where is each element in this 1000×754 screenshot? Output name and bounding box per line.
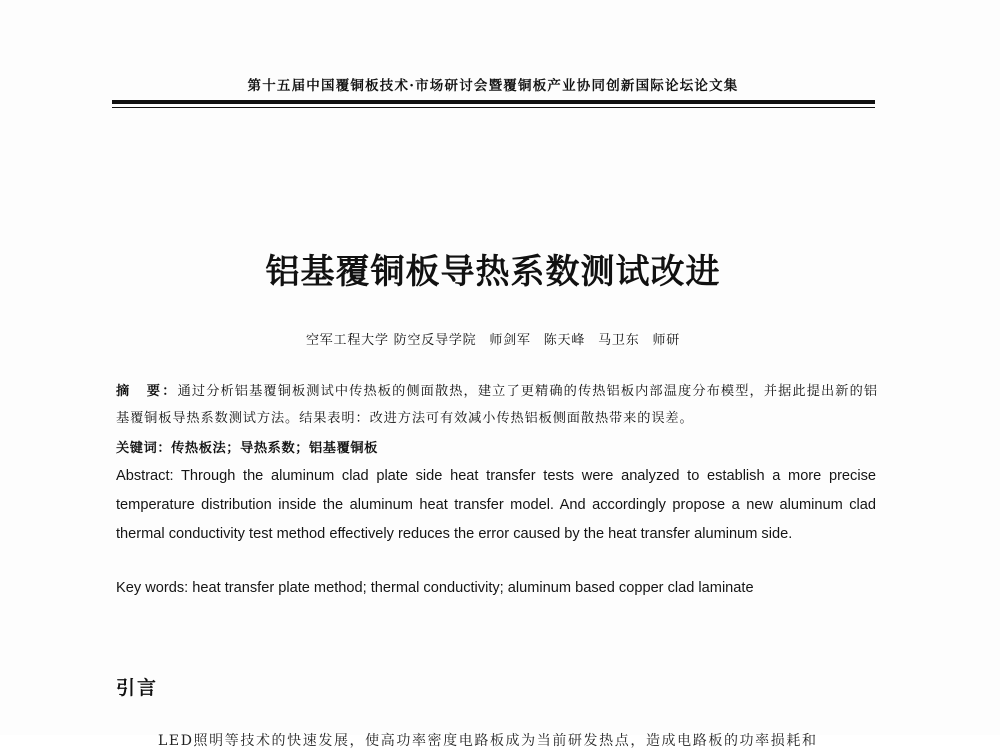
abstract-cn	[116, 378, 878, 432]
header-rule-thick	[112, 100, 875, 104]
body-text-line: LED照明等技术的快速发展，使高功率密度电路板成为当前研发热点，造成电路板的功率损耗和	[158, 733, 818, 749]
header-rule-thin	[112, 107, 875, 108]
section-heading-introduction: 引言	[116, 677, 159, 699]
abstract-en: Abstract: Through the aluminum clad plate side heat transfer tests were analyzed to establish a more precise temperature distribution inside the aluminum heat transfer model. And accordingly propose a new aluminum clad thermal conductivity test method effectively reduces the error caused by the heat transfer aluminum side.	[116, 468, 876, 543]
author-name: 师研	[652, 333, 681, 348]
paper-title: 铝基覆铜板导热系数测试改进	[265, 252, 721, 292]
abstract-cn-label: 摘 要：	[116, 384, 178, 399]
keywords-en: Key words: heat transfer plate method; thermal conductivity; aluminum based copper clad laminate	[116, 580, 754, 596]
author-name: 师剑军	[489, 333, 531, 348]
body-text-cut-off	[158, 726, 876, 749]
author-name: 陈天峰	[543, 333, 586, 348]
keywords-cn: 关键词：传热板法；导热系数；铝基覆铜板	[116, 441, 378, 456]
author-line	[110, 329, 876, 348]
author-name: 马卫东	[598, 333, 640, 348]
affiliation: 空军工程大学 防空反导学院	[305, 333, 477, 348]
running-header: 第十五届中国覆铜板技术·市场研讨会暨覆铜板产业协同创新国际论坛论文集	[247, 78, 739, 94]
abstract-cn-text: 通过分析铝基覆铜板测试中传热板的侧面散热，建立了更精确的传热铝板内部温度分布模型，并据此提出新的铝基覆铜板导热系数测试方法。结果表明：改进方法可有效减小传热铝板侧面散热带来的误差。	[116, 384, 878, 426]
